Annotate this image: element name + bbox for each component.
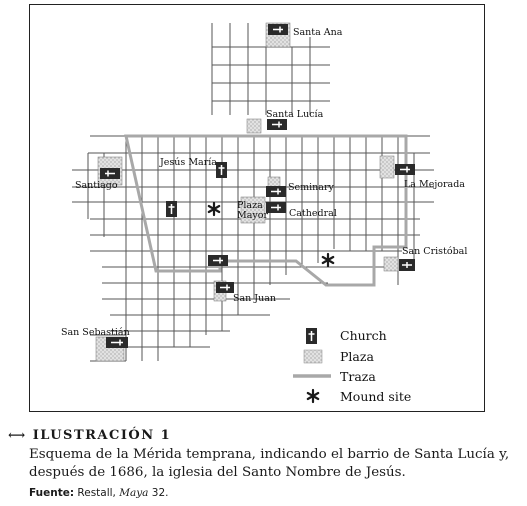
legend-church-label: Church — [340, 328, 387, 343]
figure-caption — [29, 446, 525, 482]
caption-line-2: después de 1686, la iglesia del Santo Nombre de Jesús. — [29, 465, 406, 480]
label-plaza-mayor-1: Plaza — [237, 200, 263, 211]
source-label: Fuente: — [29, 487, 75, 499]
legend-mound-icon — [308, 390, 318, 402]
street-map — [30, 5, 486, 413]
label-santa-ana: Santa Ana — [293, 27, 343, 38]
church-santa-ana-icon — [268, 24, 288, 35]
mound-site-southeast-icon — [323, 254, 333, 266]
church-la-mejorada-icon — [395, 164, 415, 175]
figure-heading-text: ILUSTRACIÓN 1 — [32, 428, 172, 443]
plazas — [96, 23, 398, 361]
label-santa-lucia: Santa Lucía — [266, 109, 324, 120]
label-seminary: Seminary — [288, 182, 334, 193]
legend — [293, 328, 411, 404]
legend-traza-label: Traza — [340, 369, 376, 384]
plaza-santa-lucia — [247, 119, 261, 133]
legend-plaza-label: Plaza — [340, 349, 374, 364]
figure-heading — [8, 428, 171, 443]
plaza-seminary — [268, 177, 280, 187]
source-page: 32. — [151, 487, 169, 499]
church-san-cristobal-icon — [399, 259, 415, 271]
church-hermitage-icon — [208, 255, 228, 266]
plaza-san-cristobal — [384, 257, 398, 271]
church-jesus-maria-icon — [216, 162, 227, 178]
church-santa-lucia-icon — [267, 119, 287, 130]
caption-line-1: Esquema de la Mérida temprana, indicando el barrio de Santa Lucía y, — [29, 447, 510, 462]
plaza-la-mejorada — [380, 156, 394, 178]
label-la-mejorada: La Mejorada — [404, 179, 465, 190]
church-seminary-icon — [266, 186, 286, 197]
label-plaza-mayor-2: Mayor — [237, 210, 269, 221]
church-cathedral-icon — [266, 202, 286, 213]
label-jesus-maria: Jesús María — [160, 157, 217, 168]
label-san-cristobal: San Cristóbal — [402, 246, 468, 257]
street-grid — [72, 23, 434, 361]
church-san-sebastian-icon — [106, 337, 128, 348]
label-cathedral: Cathedral — [289, 208, 337, 219]
map-frame — [29, 4, 485, 412]
church-san-juan-icon — [216, 282, 234, 293]
label-santiago: Santiago — [75, 180, 118, 191]
source-title: Maya — [119, 487, 149, 499]
figure-source — [29, 487, 168, 499]
church-santiago-icon — [100, 168, 120, 179]
legend-mound-label: Mound site — [340, 389, 412, 404]
heading-arrow-icon: ⟷ — [8, 428, 27, 442]
source-author: Restall, — [77, 487, 116, 499]
label-san-sebastian: San Sebastián — [61, 327, 130, 338]
mound-site-plaza-icon — [209, 203, 219, 215]
label-san-juan: San Juan — [233, 293, 277, 304]
church-west-icon — [166, 201, 177, 217]
legend-plaza-icon — [304, 350, 322, 363]
legend-church-icon — [306, 328, 317, 344]
